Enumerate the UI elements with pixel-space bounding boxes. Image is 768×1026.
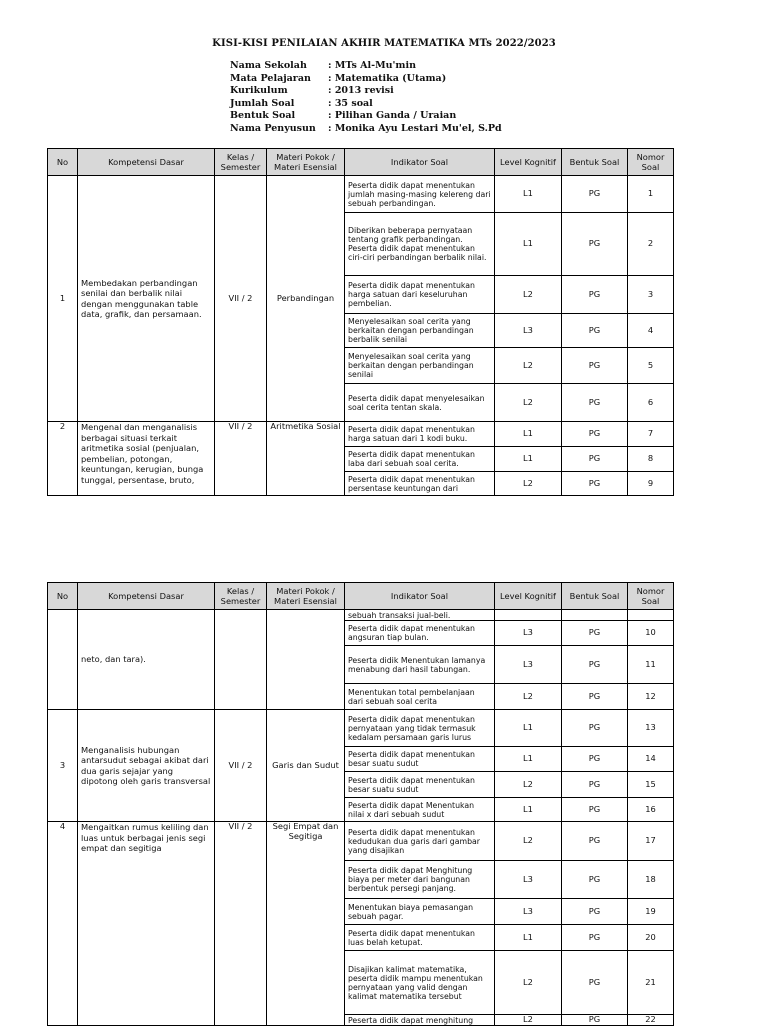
cell-kelas — [215, 610, 267, 710]
cell-no: 3 — [48, 710, 78, 822]
cell-nomor: 17 — [628, 822, 674, 861]
cell-nomor: 5 — [628, 348, 674, 384]
cell-indikator: Diberikan beberapa pernyataan tentang grafik perbandingan. Peserta didik dapat menentukan ciri-ciri perbandingan berbalik nilai. — [345, 213, 495, 276]
table-row — [48, 610, 674, 621]
cell-indikator: Peserta didik dapat menghitung — [345, 1015, 495, 1026]
header-bentuk: Bentuk Soal — [562, 149, 628, 176]
cell-bentuk: PG — [562, 348, 628, 384]
cell-indikator: Peserta didik dapat menentukan laba dari sebuah soal cerita. — [345, 447, 495, 472]
cell-nomor: 19 — [628, 899, 674, 925]
cell-kd: Membedakan perbandingan senilai dan berbalik nilai dengan menggunakan table data, grafik, dan persamaan. — [78, 176, 215, 422]
cell-materi: Perbandingan — [267, 176, 345, 422]
cell-materi: Segi Empat dan Segitiga — [267, 822, 345, 1026]
cell-nomor: 20 — [628, 925, 674, 951]
cell-kd: Mengaitkan rumus keliling dan luas untuk berbagai jenis segi empat dan segitiga — [78, 822, 215, 1026]
cell-bentuk — [562, 610, 628, 621]
cell-indikator: Menentukan biaya pemasangan sebuah pagar. — [345, 899, 495, 925]
header-materi: Materi Pokok / Materi Esensial — [267, 583, 345, 610]
cell-nomor: 7 — [628, 422, 674, 447]
header-kelas: Kelas / Semester — [215, 149, 267, 176]
cell-bentuk: PG — [562, 422, 628, 447]
meta-label: Kurikulum — [230, 85, 288, 96]
header-kd: Kompetensi Dasar — [78, 583, 215, 610]
cell-materi — [267, 610, 345, 710]
cell-materi: Garis dan Sudut — [267, 710, 345, 822]
cell-indikator: Peserta didik Menentukan lamanya menabung dari hasil tabungan. — [345, 646, 495, 684]
header-kd: Kompetensi Dasar — [78, 149, 215, 176]
cell-nomor — [628, 610, 674, 621]
cell-indikator: Peserta didik dapat menentukan harga satuan dari keseluruhan pembelian. — [345, 276, 495, 314]
cell-nomor: 21 — [628, 951, 674, 1015]
cell-indikator: Menyelesaikan soal cerita yang berkaitan dengan perbandingan berbalik senilai — [345, 314, 495, 348]
cell-level: L2 — [495, 276, 562, 314]
table-header-row — [48, 583, 674, 610]
header-level: Level Kognitif — [495, 149, 562, 176]
cell-indikator: Peserta didik dapat menentukan harga satuan dari 1 kodi buku. — [345, 422, 495, 447]
cell-bentuk: PG — [562, 710, 628, 747]
cell-bentuk: PG — [562, 384, 628, 422]
cell-bentuk: PG — [562, 899, 628, 925]
cell-level: L3 — [495, 899, 562, 925]
cell-nomor: 15 — [628, 772, 674, 798]
cell-no: 1 — [48, 176, 78, 422]
meta-value: : Monika Ayu Lestari Mu'el, S.Pd — [328, 122, 502, 134]
cell-level — [495, 610, 562, 621]
cell-bentuk: PG — [562, 951, 628, 1015]
meta-row-subject — [230, 73, 502, 86]
cell-level: L2 — [495, 1015, 562, 1026]
meta-value: : 35 soal — [328, 97, 373, 109]
table-header-row — [48, 149, 674, 176]
cell-bentuk: PG — [562, 472, 628, 496]
meta-value: : Matematika (Utama) — [328, 72, 447, 84]
cell-kelas: VII / 2 — [215, 822, 267, 1026]
meta-row-question-form — [230, 110, 502, 123]
meta-label: Nama Sekolah — [230, 60, 307, 71]
cell-no: 2 — [48, 422, 78, 496]
cell-level: L2 — [495, 822, 562, 861]
cell-bentuk: PG — [562, 621, 628, 646]
cell-bentuk: PG — [562, 798, 628, 822]
meta-row-author — [230, 123, 502, 136]
cell-bentuk: PG — [562, 276, 628, 314]
meta-label: Mata Pelajaran — [230, 72, 311, 84]
cell-level: L3 — [495, 861, 562, 899]
cell-level: L3 — [495, 621, 562, 646]
meta-label: Nama Penyusun — [230, 122, 316, 134]
cell-indikator: Peserta didik dapat Menghitung biaya per meter dari bangunan berbentuk persegi panjang. — [345, 861, 495, 899]
cell-bentuk: PG — [562, 1015, 628, 1026]
meta-row-question-count — [230, 98, 502, 111]
document-title: KISI-KISI PENILAIAN AKHIR MATEMATIKA MTs 2022/2023 — [212, 38, 556, 49]
cell-indikator: Peserta didik dapat Menentukan nilai x dari sebuah sudut — [345, 798, 495, 822]
cell-bentuk: PG — [562, 684, 628, 710]
cell-nomor: 8 — [628, 447, 674, 472]
table-row — [48, 822, 674, 861]
cell-nomor: 10 — [628, 621, 674, 646]
cell-level: L2 — [495, 348, 562, 384]
cell-bentuk: PG — [562, 861, 628, 899]
header-nomor: Nomor Soal — [628, 149, 674, 176]
cell-nomor: 6 — [628, 384, 674, 422]
cell-indikator: Peserta didik dapat menentukan besar suatu sudut — [345, 747, 495, 772]
document-meta — [230, 60, 502, 135]
cell-level: L2 — [495, 684, 562, 710]
cell-nomor: 16 — [628, 798, 674, 822]
cell-indikator: sebuah transaksi jual-beli. — [345, 610, 495, 621]
cell-kd: Mengenal dan menganalisis berbagai situasi terkait aritmetika sosial (penjualan, pembelian, potongan, keuntungan, kerugian, bunga tunggal, persentase, bruto, — [78, 422, 215, 496]
header-indikator: Indikator Soal — [345, 583, 495, 610]
cell-level: L2 — [495, 951, 562, 1015]
meta-row-school — [230, 60, 502, 73]
cell-nomor: 18 — [628, 861, 674, 899]
cell-bentuk: PG — [562, 646, 628, 684]
meta-label: Bentuk Soal — [230, 110, 296, 121]
cell-kelas: VII / 2 — [215, 710, 267, 822]
cell-bentuk: PG — [562, 925, 628, 951]
cell-nomor: 3 — [628, 276, 674, 314]
cell-indikator: Peserta didik dapat menentukan jumlah masing-masing kelereng dari sebuah perbandingan. — [345, 176, 495, 213]
cell-level: L1 — [495, 176, 562, 213]
cell-indikator: Peserta didik dapat menentukan luas belah ketupat. — [345, 925, 495, 951]
cell-kd: Menganalisis hubungan antarsudut sebagai akibat dari dua garis sejajar yang dipotong oleh garis transversal — [78, 710, 215, 822]
cell-indikator: Peserta didik dapat menyelesaikan soal cerita tentan skala. — [345, 384, 495, 422]
cell-level: L1 — [495, 798, 562, 822]
cell-materi: Aritmetika Sosial — [267, 422, 345, 496]
table-row — [48, 422, 674, 447]
header-kelas: Kelas / Semester — [215, 583, 267, 610]
cell-nomor: 4 — [628, 314, 674, 348]
cell-level: L1 — [495, 422, 562, 447]
cell-level: L2 — [495, 472, 562, 496]
table-row — [48, 710, 674, 747]
meta-value: : 2013 revisi — [328, 85, 394, 96]
cell-nomor: 12 — [628, 684, 674, 710]
cell-no: 4 — [48, 822, 78, 1026]
cell-level: L1 — [495, 710, 562, 747]
cell-bentuk: PG — [562, 822, 628, 861]
cell-level: L1 — [495, 447, 562, 472]
cell-bentuk: PG — [562, 772, 628, 798]
cell-bentuk: PG — [562, 747, 628, 772]
cell-indikator: Peserta didik dapat menentukan besar suatu sudut — [345, 772, 495, 798]
cell-indikator: Disajikan kalimat matematika, peserta didik mampu menentukan pernyataan yang valid dengan kalimat matematika tersebut — [345, 951, 495, 1015]
cell-nomor: 9 — [628, 472, 674, 496]
cell-bentuk: PG — [562, 447, 628, 472]
cell-bentuk: PG — [562, 176, 628, 213]
cell-level: L3 — [495, 314, 562, 348]
cell-indikator: Peserta didik dapat menentukan angsuran tiap bulan. — [345, 621, 495, 646]
meta-label: Jumlah Soal — [230, 97, 295, 109]
cell-level: L1 — [495, 925, 562, 951]
cell-indikator: Menyelesaikan soal cerita yang berkaitan dengan perbandingan senilai — [345, 348, 495, 384]
cell-nomor: 1 — [628, 176, 674, 213]
cell-indikator: Peserta didik dapat menentukan pernyataan yang tidak termasuk kedalam persamaan garis lurus — [345, 710, 495, 747]
cell-level: L1 — [495, 213, 562, 276]
cell-nomor: 14 — [628, 747, 674, 772]
meta-value: : MTs Al-Mu'min — [328, 60, 417, 71]
cell-indikator: Peserta didik dapat menentukan kedudukan dua garis dari gambar yang disajikan — [345, 822, 495, 861]
header-level: Level Kognitif — [495, 583, 562, 610]
cell-kelas: VII / 2 — [215, 422, 267, 496]
cell-kd: neto, dan tara). — [78, 610, 215, 710]
cell-level: L3 — [495, 646, 562, 684]
cell-kelas: VII / 2 — [215, 176, 267, 422]
cell-indikator: Peserta didik dapat menentukan persentase keuntungan dari — [345, 472, 495, 496]
header-nomor: Nomor Soal — [628, 583, 674, 610]
header-no: No — [48, 149, 78, 176]
header-bentuk: Bentuk Soal — [562, 583, 628, 610]
header-no: No — [48, 583, 78, 610]
cell-level: L1 — [495, 747, 562, 772]
cell-nomor: 13 — [628, 710, 674, 747]
meta-row-curriculum — [230, 85, 502, 98]
cell-bentuk: PG — [562, 213, 628, 276]
kisi-table-page-1 — [47, 148, 674, 496]
header-indikator: Indikator Soal — [345, 149, 495, 176]
cell-level: L2 — [495, 772, 562, 798]
meta-value: : Pilihan Ganda / Uraian — [328, 110, 457, 121]
cell-level: L2 — [495, 384, 562, 422]
cell-indikator: Menentukan total pembelanjaan dari sebuah soal cerita — [345, 684, 495, 710]
kisi-table-page-2 — [47, 582, 674, 1026]
header-materi: Materi Pokok / Materi Esensial — [267, 149, 345, 176]
cell-bentuk: PG — [562, 314, 628, 348]
table-row — [48, 176, 674, 213]
cell-no — [48, 610, 78, 710]
cell-nomor: 22 — [628, 1015, 674, 1026]
cell-nomor: 2 — [628, 213, 674, 276]
cell-nomor: 11 — [628, 646, 674, 684]
